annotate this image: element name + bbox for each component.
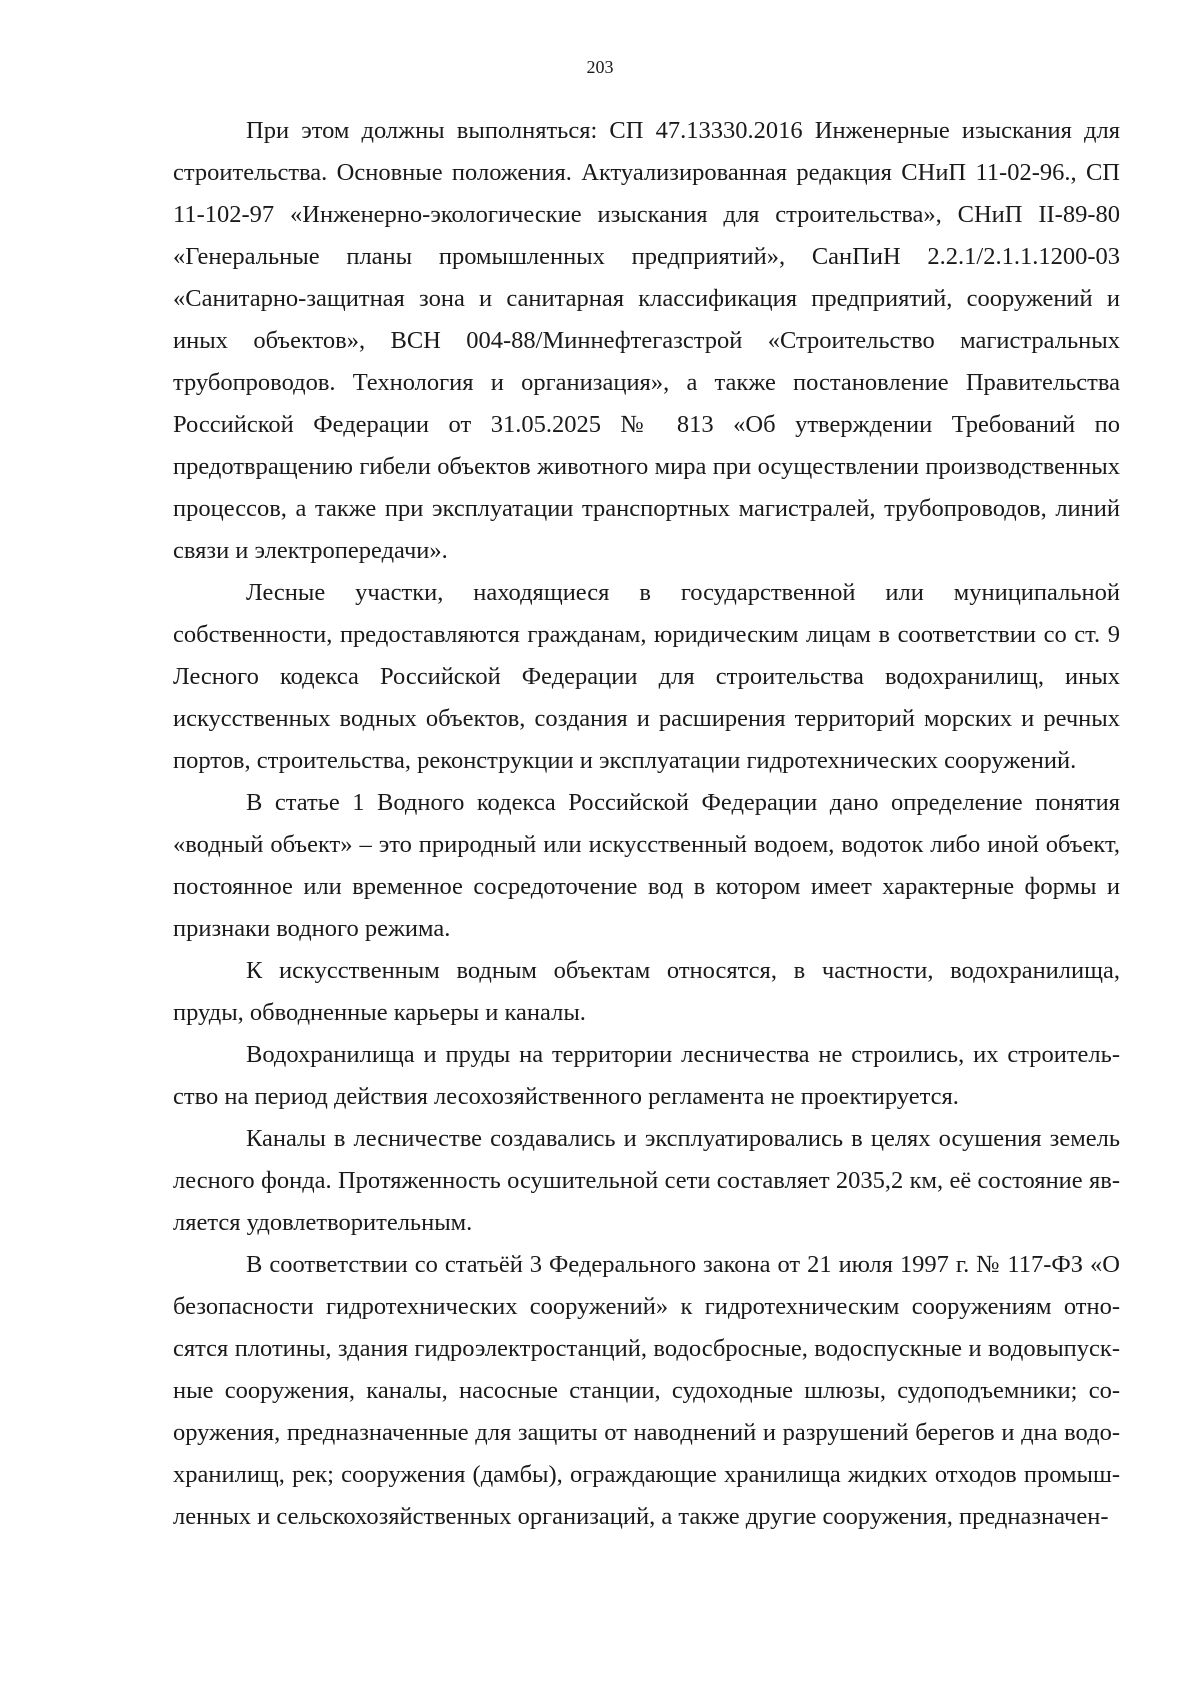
paragraph: Каналы в лесничестве создавались и эксплуатировались в целях осушения земель лесного фонда. Протяженность осушительной сети составляет 2035,2 км, её состояние является удовлетворительным.	[173, 1125, 1120, 1236]
paragraph: В соответствии со статьёй 3 Федерального закона от 21 июля 1997 г. № 117-ФЗ «О безопасности гидротехнических сооружений» к гидротехническим сооружениям относятся плотины, здания гидроэлектростанций, водосбросные, водоспускные и водовыпускные сооружения, каналы, насосные станции, судоходные шлюзы, судоподъемники; сооружения, предназначенные для защиты от наводнений и разрушений берегов и дна водохранилищ, рек; сооружения (дамбы), ограждающие хранилища жидких отходов промышленных и сельскохозяйственных организаций, а также другие сооружения, предназначен-	[173, 1251, 1120, 1530]
page-number: 203	[586, 57, 614, 77]
paragraph: В статье 1 Водного кодекса Российской Федерации дано определение понятия «водный объект» – это природный или искусственный водоем, водоток либо иной объект, постоянное или временное сосредоточение вод в котором имеет характерные формы и признаки водного режима.	[173, 789, 1120, 942]
document-body	[173, 110, 1120, 1538]
paragraph: При этом должны выполняться: СП 47.13330.2016 Инженерные изыскания для строительства. Основные положения. Актуализированная редакция СНиП 11-02-96., СП 11-102-97 «Инженерно-экологические изыскания для строительства», СНиП II-89-80 «Генеральные планы промышленных предприятий», СанПиН 2.2.1/2.1.1.1200-03 «Санитарно-защитная зона и санитарная классификация предприятий, сооружений и иных объектов», ВСН 004-88/Миннефтегазстрой «Строительство магистральных трубопроводов. Технология и организация», а также постановление Правительства Российской Федерации от 31.05.2025 № 813 «Об утверждении Требований по предотвращению гибели объектов животного мира при осуществлении производственных процессов, а также при эксплуатации транспортных магистралей, трубопроводов, линий связи и электропередачи».	[173, 117, 1120, 564]
paragraph: К искусственным водным объектам относятся, в частности, водохранилища, пруды, обводненные карьеры и каналы.	[173, 957, 1120, 1026]
paragraph: Лесные участки, находящиеся в государственной или муниципальной собственности, предоставляются гражданам, юридическим лицам в соответствии со ст. 9 Лесного кодекса Российской Федерации для строительства водохранилищ, иных искусственных водных объектов, создания и расширения территорий морских и речных портов, строительства, реконструкции и эксплуатации гидротехнических сооружений.	[173, 579, 1120, 774]
paragraph: Водохранилища и пруды на территории лесничества не строились, их строительство на период действия лесохозяйственного регламента не проектируется.	[173, 1041, 1120, 1110]
